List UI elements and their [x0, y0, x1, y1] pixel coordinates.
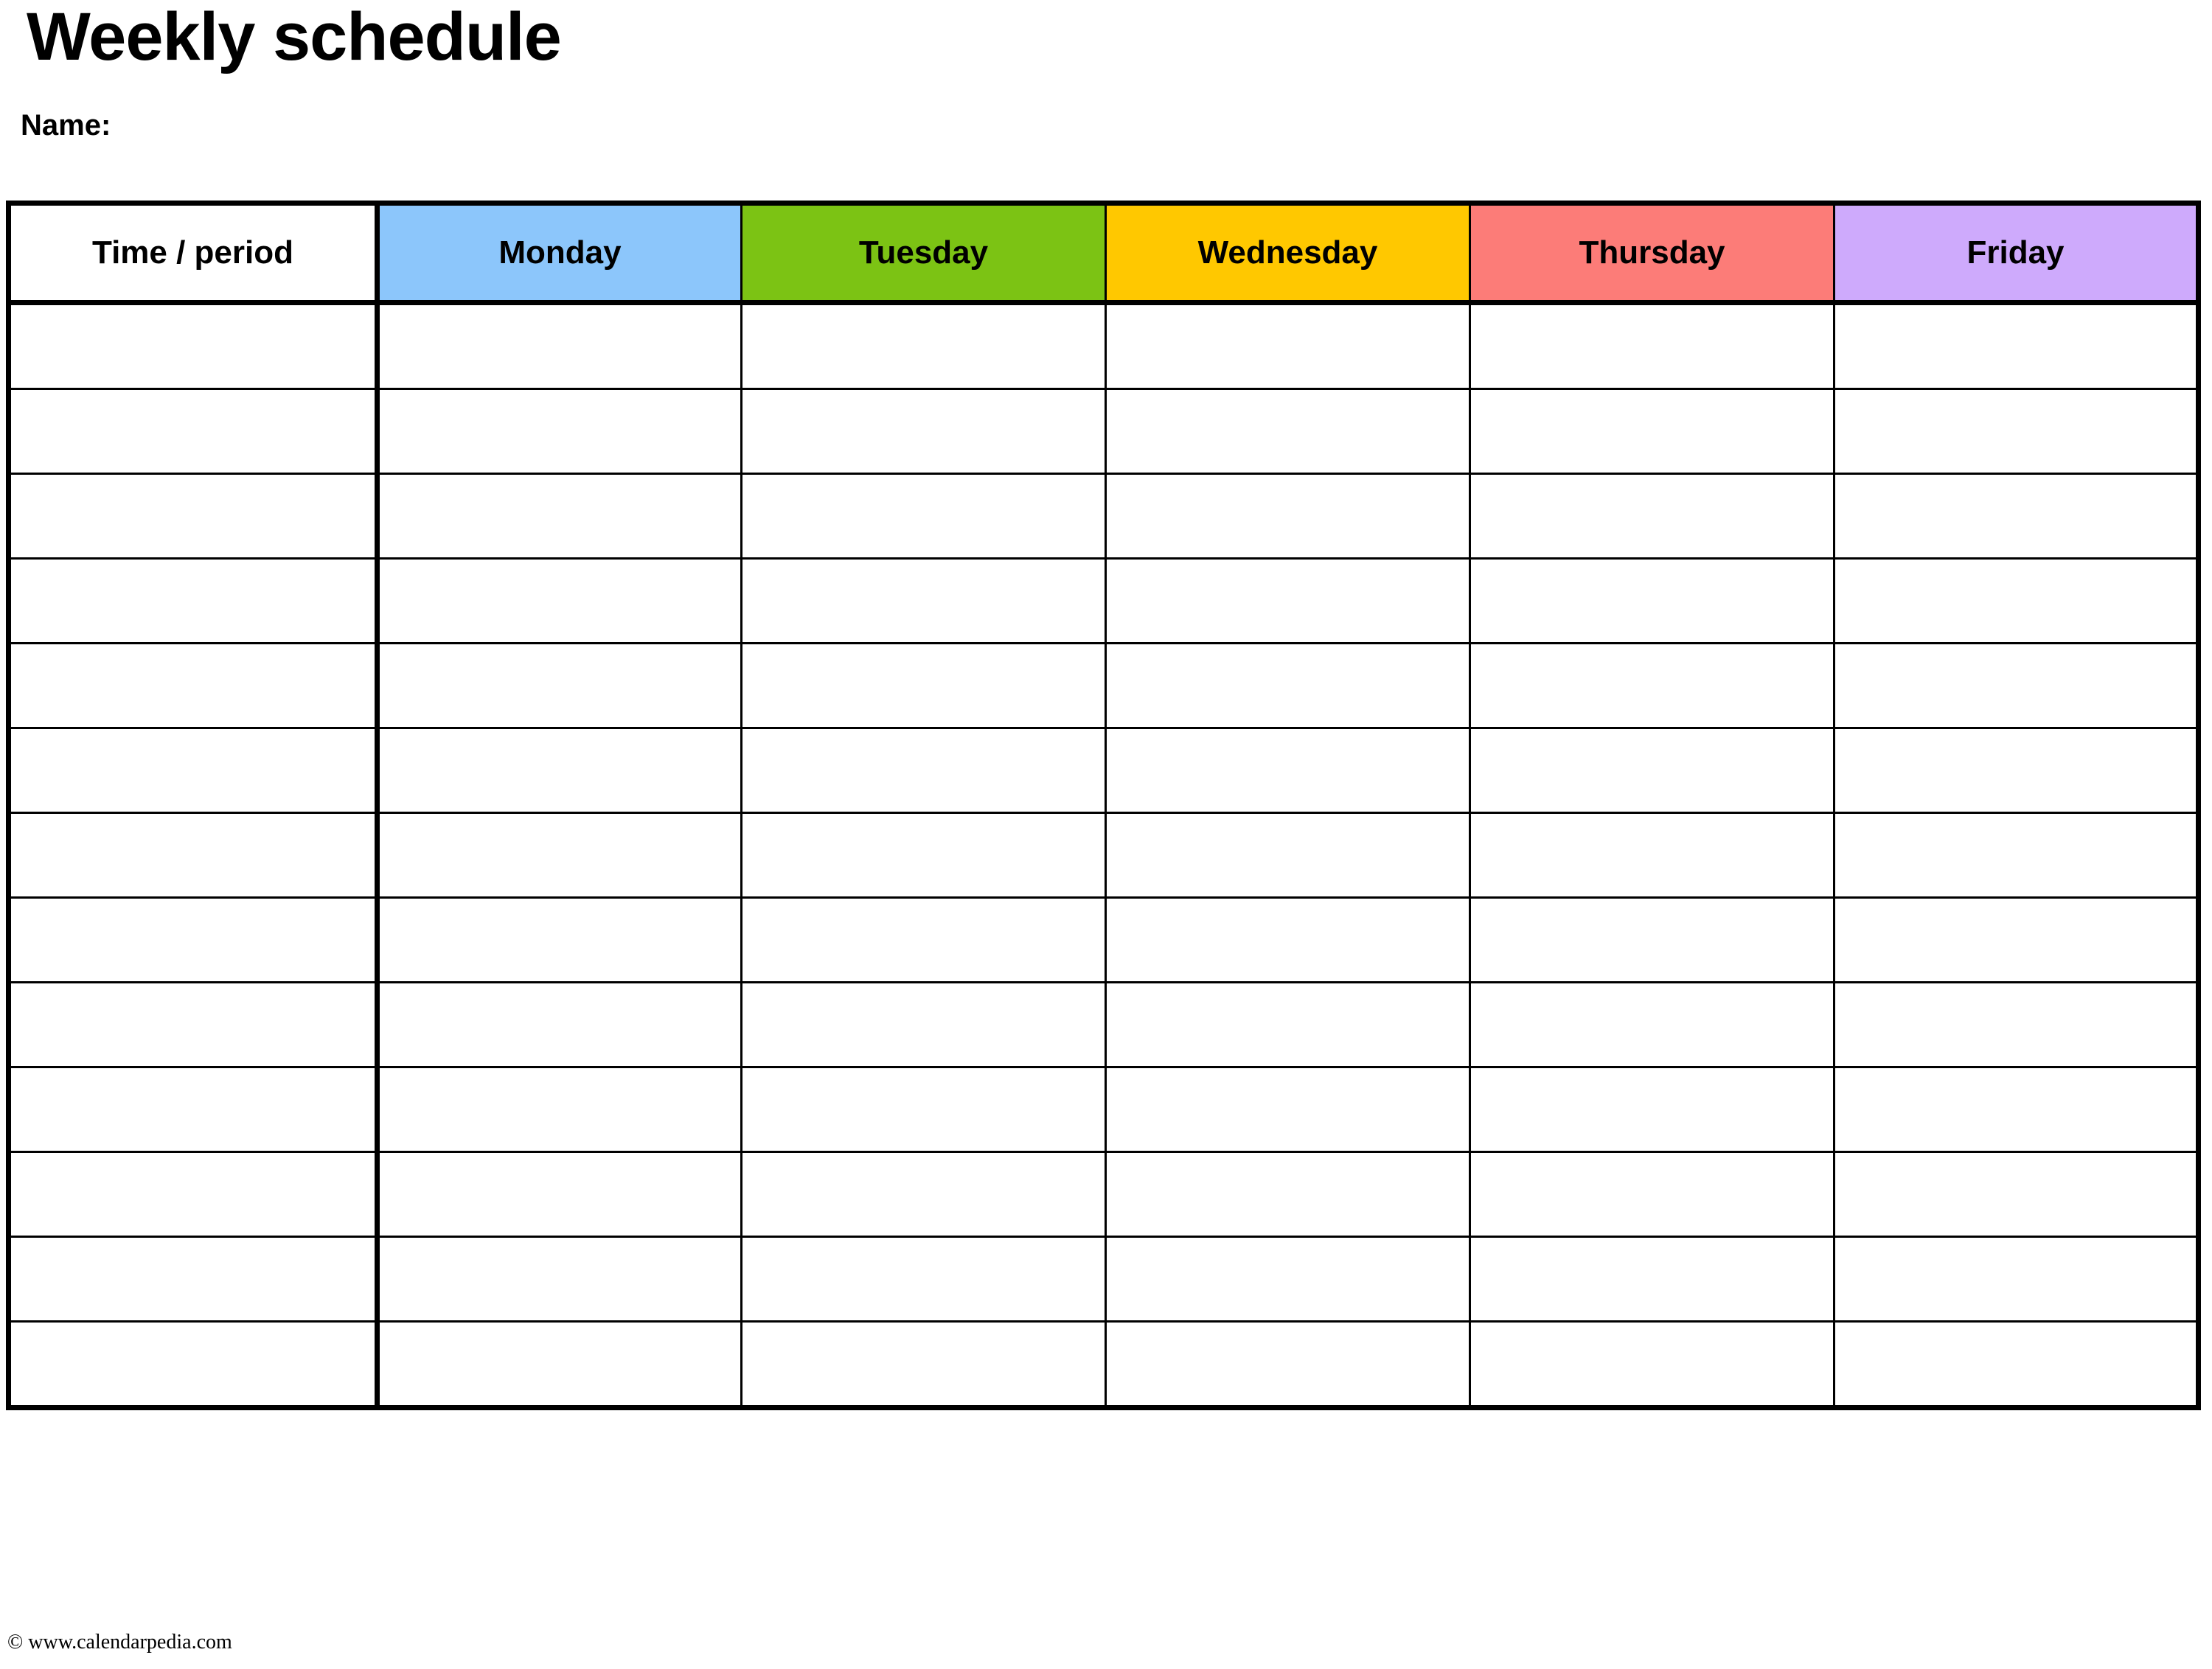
table-row [9, 1067, 2199, 1152]
schedule-cell-thursday[interactable] [1470, 1322, 1834, 1408]
table-row [9, 303, 2199, 389]
table-header [9, 203, 2199, 303]
schedule-cell-friday[interactable] [1834, 389, 2199, 474]
schedule-cell-tuesday[interactable] [742, 1322, 1106, 1408]
name-label: Name: [21, 109, 111, 142]
table-row [9, 1322, 2199, 1408]
schedule-cell-thursday[interactable] [1470, 898, 1834, 983]
schedule-cell-monday[interactable] [378, 813, 742, 898]
schedule-cell-wednesday[interactable] [1106, 644, 1470, 728]
schedule-cell-tuesday[interactable] [742, 389, 1106, 474]
time-period-cell[interactable] [9, 644, 378, 728]
time-period-cell[interactable] [9, 389, 378, 474]
weekly-schedule-table [6, 201, 2201, 1410]
schedule-cell-thursday[interactable] [1470, 644, 1834, 728]
schedule-cell-wednesday[interactable] [1106, 389, 1470, 474]
schedule-cell-tuesday[interactable] [742, 983, 1106, 1067]
schedule-cell-thursday[interactable] [1470, 1152, 1834, 1237]
schedule-cell-thursday[interactable] [1470, 983, 1834, 1067]
schedule-cell-monday[interactable] [378, 898, 742, 983]
copyright-footer: © www.calendarpedia.com [7, 1631, 232, 1654]
schedule-cell-thursday[interactable] [1470, 559, 1834, 644]
table-row [9, 559, 2199, 644]
schedule-cell-friday[interactable] [1834, 474, 2199, 559]
time-period-cell[interactable] [9, 728, 378, 813]
time-period-cell[interactable] [9, 474, 378, 559]
schedule-cell-friday[interactable] [1834, 898, 2199, 983]
schedule-cell-thursday[interactable] [1470, 728, 1834, 813]
schedule-cell-monday[interactable] [378, 559, 742, 644]
schedule-cell-wednesday[interactable] [1106, 898, 1470, 983]
table-body [9, 303, 2199, 1408]
time-period-cell[interactable] [9, 303, 378, 389]
time-period-cell[interactable] [9, 1237, 378, 1322]
schedule-cell-wednesday[interactable] [1106, 559, 1470, 644]
time-period-cell[interactable] [9, 559, 378, 644]
column-header-thursday: Thursday [1470, 203, 1834, 303]
schedule-cell-wednesday[interactable] [1106, 1152, 1470, 1237]
schedule-table-container [6, 201, 2196, 1410]
schedule-cell-wednesday[interactable] [1106, 1067, 1470, 1152]
schedule-cell-thursday[interactable] [1470, 389, 1834, 474]
schedule-cell-wednesday[interactable] [1106, 303, 1470, 389]
schedule-cell-thursday[interactable] [1470, 813, 1834, 898]
schedule-cell-monday[interactable] [378, 474, 742, 559]
schedule-cell-tuesday[interactable] [742, 474, 1106, 559]
schedule-cell-friday[interactable] [1834, 728, 2199, 813]
schedule-cell-monday[interactable] [378, 1067, 742, 1152]
schedule-cell-monday[interactable] [378, 1322, 742, 1408]
schedule-cell-tuesday[interactable] [742, 728, 1106, 813]
schedule-cell-wednesday[interactable] [1106, 1322, 1470, 1408]
schedule-cell-tuesday[interactable] [742, 813, 1106, 898]
schedule-cell-wednesday[interactable] [1106, 813, 1470, 898]
schedule-cell-tuesday[interactable] [742, 559, 1106, 644]
time-period-cell[interactable] [9, 1152, 378, 1237]
schedule-cell-tuesday[interactable] [742, 644, 1106, 728]
table-row [9, 644, 2199, 728]
schedule-cell-wednesday[interactable] [1106, 983, 1470, 1067]
schedule-cell-monday[interactable] [378, 644, 742, 728]
schedule-cell-monday[interactable] [378, 303, 742, 389]
table-header-row [9, 203, 2199, 303]
table-row [9, 898, 2199, 983]
schedule-cell-tuesday[interactable] [742, 1067, 1106, 1152]
schedule-cell-monday[interactable] [378, 389, 742, 474]
table-row [9, 983, 2199, 1067]
schedule-cell-monday[interactable] [378, 983, 742, 1067]
schedule-cell-friday[interactable] [1834, 983, 2199, 1067]
schedule-cell-friday[interactable] [1834, 1067, 2199, 1152]
time-period-cell[interactable] [9, 1067, 378, 1152]
schedule-cell-thursday[interactable] [1470, 303, 1834, 389]
schedule-cell-friday[interactable] [1834, 644, 2199, 728]
schedule-cell-thursday[interactable] [1470, 1067, 1834, 1152]
schedule-cell-monday[interactable] [378, 1237, 742, 1322]
schedule-cell-thursday[interactable] [1470, 1237, 1834, 1322]
table-row [9, 728, 2199, 813]
column-header-wednesday: Wednesday [1106, 203, 1470, 303]
column-header-tuesday: Tuesday [742, 203, 1106, 303]
column-header-monday: Monday [378, 203, 742, 303]
table-row [9, 1237, 2199, 1322]
column-header-friday: Friday [1834, 203, 2199, 303]
schedule-cell-wednesday[interactable] [1106, 474, 1470, 559]
page-title: Weekly schedule [27, 0, 561, 74]
schedule-cell-friday[interactable] [1834, 1237, 2199, 1322]
time-period-cell[interactable] [9, 898, 378, 983]
schedule-cell-monday[interactable] [378, 1152, 742, 1237]
table-row [9, 813, 2199, 898]
schedule-cell-tuesday[interactable] [742, 303, 1106, 389]
schedule-cell-friday[interactable] [1834, 1322, 2199, 1408]
time-period-cell[interactable] [9, 983, 378, 1067]
schedule-cell-friday[interactable] [1834, 813, 2199, 898]
schedule-cell-thursday[interactable] [1470, 474, 1834, 559]
table-row [9, 1152, 2199, 1237]
schedule-cell-tuesday[interactable] [742, 898, 1106, 983]
table-row [9, 389, 2199, 474]
schedule-cell-friday[interactable] [1834, 303, 2199, 389]
schedule-cell-tuesday[interactable] [742, 1152, 1106, 1237]
schedule-cell-tuesday[interactable] [742, 1237, 1106, 1322]
schedule-cell-wednesday[interactable] [1106, 1237, 1470, 1322]
time-period-cell[interactable] [9, 1322, 378, 1408]
schedule-cell-wednesday[interactable] [1106, 728, 1470, 813]
table-row [9, 474, 2199, 559]
column-header-time: Time / period [9, 203, 378, 303]
schedule-cell-friday[interactable] [1834, 1152, 2199, 1237]
schedule-cell-friday[interactable] [1834, 559, 2199, 644]
schedule-cell-monday[interactable] [378, 728, 742, 813]
time-period-cell[interactable] [9, 813, 378, 898]
